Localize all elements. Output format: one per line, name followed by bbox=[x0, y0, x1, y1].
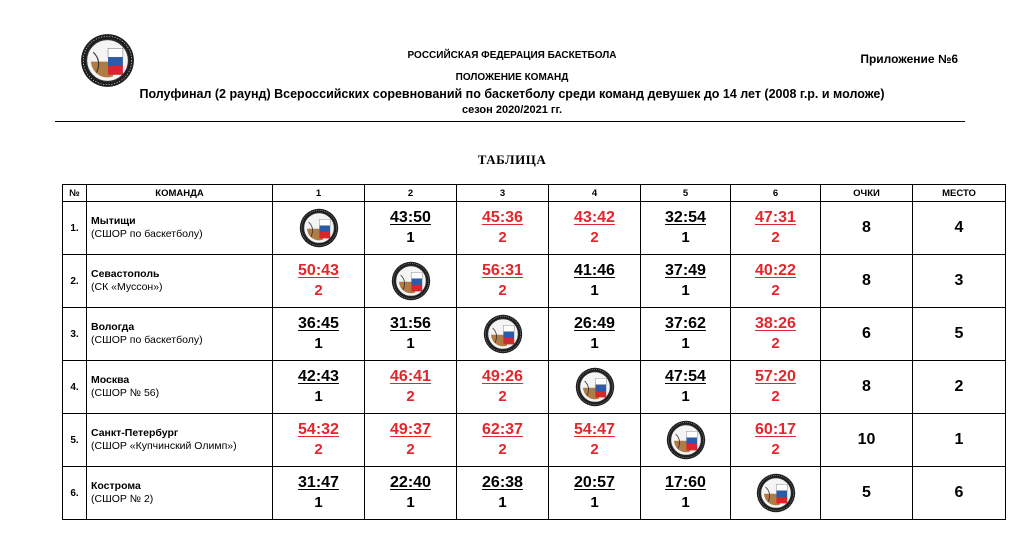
match-result-cell bbox=[641, 308, 731, 361]
match-points: 1 bbox=[681, 282, 690, 299]
match-points: 1 bbox=[406, 335, 415, 352]
match-score: 42:43 bbox=[298, 368, 339, 385]
team-cell bbox=[87, 467, 273, 520]
col-header-2: 2 bbox=[365, 185, 457, 202]
match-result-cell bbox=[273, 467, 365, 520]
match-result-cell bbox=[365, 202, 457, 255]
match-score: 40:22 bbox=[755, 262, 796, 279]
federation-name: РОССИЙСКАЯ ФЕДЕРАЦИЯ БАСКЕТБОЛА bbox=[407, 50, 617, 61]
col-header-1: 1 bbox=[273, 185, 365, 202]
match-score: 31:56 bbox=[390, 315, 431, 332]
self-match-cell bbox=[731, 467, 821, 520]
appendix-label: Приложение №6 bbox=[860, 52, 958, 66]
standings-label: ПОЛОЖЕНИЕ КОМАНД bbox=[455, 72, 569, 83]
match-points: 2 bbox=[498, 282, 507, 299]
col-header-5: 5 bbox=[641, 185, 731, 202]
match-points: 1 bbox=[590, 282, 599, 299]
team-organization: (СШОР № 56) bbox=[91, 387, 160, 399]
match-result-cell bbox=[549, 255, 641, 308]
match-score: 45:36 bbox=[482, 209, 523, 226]
table-header-row bbox=[63, 185, 1006, 202]
match-points: 2 bbox=[406, 388, 415, 405]
match-score: 20:57 bbox=[574, 474, 615, 491]
match-points: 1 bbox=[681, 335, 690, 352]
match-score: 26:38 bbox=[482, 474, 523, 491]
match-result-cell bbox=[731, 414, 821, 467]
match-score: 54:47 bbox=[574, 421, 615, 438]
match-score: 32:54 bbox=[665, 209, 706, 226]
match-score: 56:31 bbox=[482, 262, 523, 279]
match-points: 2 bbox=[771, 388, 780, 405]
col-header-num: № bbox=[63, 185, 87, 202]
match-score: 43:42 bbox=[574, 209, 615, 226]
team-cell bbox=[87, 255, 273, 308]
col-header-3: 3 bbox=[457, 185, 549, 202]
match-result-cell bbox=[641, 467, 731, 520]
match-score: 22:40 bbox=[390, 474, 431, 491]
total-points: 6 bbox=[821, 308, 913, 361]
match-score: 37:62 bbox=[665, 315, 706, 332]
match-points: 1 bbox=[590, 335, 599, 352]
match-points: 2 bbox=[498, 441, 507, 458]
total-points: 5 bbox=[821, 467, 913, 520]
match-points: 2 bbox=[314, 282, 323, 299]
row-number: 6. bbox=[63, 467, 87, 520]
match-score: 47:54 bbox=[665, 368, 706, 385]
final-place: 2 bbox=[913, 361, 1006, 414]
team-cell bbox=[87, 414, 273, 467]
match-points: 2 bbox=[498, 388, 507, 405]
header-divider bbox=[55, 121, 965, 122]
match-points: 2 bbox=[498, 229, 507, 246]
match-result-cell bbox=[273, 414, 365, 467]
match-score: 50:43 bbox=[298, 262, 339, 279]
col-header-4: 4 bbox=[549, 185, 641, 202]
col-header-6: 6 bbox=[731, 185, 821, 202]
match-score: 31:47 bbox=[298, 474, 339, 491]
event-title: Полуфинал (2 раунд) Всероссийских соревнований по баскетболу среди команд девушек до 14 лет (2008 г.р. и моложе) bbox=[139, 87, 885, 101]
match-points: 1 bbox=[406, 494, 415, 511]
match-result-cell bbox=[731, 255, 821, 308]
season-label: сезон 2020/2021 гг. bbox=[461, 104, 563, 116]
match-score: 62:37 bbox=[482, 421, 523, 438]
team-organization: (СШОР № 2) bbox=[91, 493, 154, 505]
match-result-cell bbox=[273, 255, 365, 308]
team-cell bbox=[87, 202, 273, 255]
team-name: Санкт-Петербург bbox=[91, 427, 179, 439]
team-organization: (СШОР по баскетболу) bbox=[91, 334, 203, 346]
match-score: 37:49 bbox=[665, 262, 706, 279]
federation-logo-icon bbox=[299, 208, 339, 248]
final-place: 4 bbox=[913, 202, 1006, 255]
team-name: Вологда bbox=[91, 321, 135, 333]
match-points: 1 bbox=[681, 388, 690, 405]
self-match-cell bbox=[641, 414, 731, 467]
col-header-points: ОЧКИ bbox=[821, 185, 913, 202]
match-points: 1 bbox=[314, 335, 323, 352]
match-points: 1 bbox=[314, 388, 323, 405]
match-result-cell bbox=[365, 414, 457, 467]
self-match-cell bbox=[549, 361, 641, 414]
match-score: 54:32 bbox=[298, 421, 339, 438]
match-points: 1 bbox=[498, 494, 507, 511]
team-organization: (СШОР «Купчинский Олимп») bbox=[91, 440, 237, 452]
match-result-cell bbox=[365, 361, 457, 414]
match-result-cell bbox=[273, 308, 365, 361]
total-points: 8 bbox=[821, 202, 913, 255]
match-points: 2 bbox=[771, 335, 780, 352]
match-score: 36:45 bbox=[298, 315, 339, 332]
row-number: 3. bbox=[63, 308, 87, 361]
federation-logo-icon bbox=[391, 261, 431, 301]
federation-logo-icon bbox=[575, 367, 615, 407]
match-result-cell bbox=[641, 202, 731, 255]
row-number: 5. bbox=[63, 414, 87, 467]
match-score: 17:60 bbox=[665, 474, 706, 491]
self-match-cell bbox=[457, 308, 549, 361]
match-result-cell bbox=[731, 308, 821, 361]
match-result-cell bbox=[641, 361, 731, 414]
match-score: 57:20 bbox=[755, 368, 796, 385]
match-points: 2 bbox=[590, 441, 599, 458]
team-cell bbox=[87, 308, 273, 361]
match-result-cell bbox=[549, 414, 641, 467]
match-result-cell bbox=[549, 308, 641, 361]
match-points: 2 bbox=[771, 282, 780, 299]
total-points: 10 bbox=[821, 414, 913, 467]
match-points: 1 bbox=[314, 494, 323, 511]
team-organization: (СК «Муссон») bbox=[91, 281, 163, 293]
team-name: Кострома bbox=[91, 480, 141, 492]
table-title: ТАБЛИЦА bbox=[477, 152, 547, 167]
match-points: 1 bbox=[406, 229, 415, 246]
team-organization: (СШОР по баскетболу) bbox=[91, 228, 203, 240]
total-points: 8 bbox=[821, 361, 913, 414]
team-name: Москва bbox=[91, 374, 130, 386]
team-name: Мытищи bbox=[91, 215, 136, 227]
match-points: 2 bbox=[590, 229, 599, 246]
table-row bbox=[63, 414, 1006, 467]
federation-logo-icon bbox=[483, 314, 523, 354]
match-result-cell bbox=[457, 202, 549, 255]
match-score: 43:50 bbox=[390, 209, 431, 226]
federation-logo-icon bbox=[756, 473, 796, 513]
col-header-team: КОМАНДА bbox=[87, 185, 273, 202]
match-result-cell bbox=[457, 467, 549, 520]
self-match-cell bbox=[273, 202, 365, 255]
standings-table bbox=[62, 184, 1006, 520]
match-points: 1 bbox=[681, 494, 690, 511]
team-name: Севастополь bbox=[91, 268, 160, 280]
match-result-cell bbox=[457, 255, 549, 308]
match-result-cell bbox=[549, 467, 641, 520]
match-result-cell bbox=[731, 202, 821, 255]
row-number: 2. bbox=[63, 255, 87, 308]
final-place: 3 bbox=[913, 255, 1006, 308]
row-number: 4. bbox=[63, 361, 87, 414]
total-points: 8 bbox=[821, 255, 913, 308]
table-row bbox=[63, 467, 1006, 520]
match-points: 2 bbox=[314, 441, 323, 458]
match-score: 47:31 bbox=[755, 209, 796, 226]
row-number: 1. bbox=[63, 202, 87, 255]
match-result-cell bbox=[365, 467, 457, 520]
match-score: 60:17 bbox=[755, 421, 796, 438]
match-score: 49:37 bbox=[390, 421, 431, 438]
match-points: 2 bbox=[406, 441, 415, 458]
col-header-place: МЕСТО bbox=[913, 185, 1006, 202]
federation-logo-icon bbox=[666, 420, 706, 460]
match-score: 41:46 bbox=[574, 262, 615, 279]
self-match-cell bbox=[365, 255, 457, 308]
final-place: 6 bbox=[913, 467, 1006, 520]
table-row bbox=[63, 308, 1006, 361]
match-points: 1 bbox=[681, 229, 690, 246]
match-result-cell bbox=[731, 361, 821, 414]
match-points: 1 bbox=[590, 494, 599, 511]
match-result-cell bbox=[457, 414, 549, 467]
team-cell bbox=[87, 361, 273, 414]
final-place: 5 bbox=[913, 308, 1006, 361]
match-result-cell bbox=[641, 255, 731, 308]
match-points: 2 bbox=[771, 229, 780, 246]
table-row bbox=[63, 361, 1006, 414]
final-place: 1 bbox=[913, 414, 1006, 467]
match-points: 2 bbox=[771, 441, 780, 458]
match-score: 46:41 bbox=[390, 368, 431, 385]
match-result-cell bbox=[549, 202, 641, 255]
match-score: 38:26 bbox=[755, 315, 796, 332]
table-row bbox=[63, 255, 1006, 308]
match-result-cell bbox=[273, 361, 365, 414]
table-row bbox=[63, 202, 1006, 255]
match-result-cell bbox=[365, 308, 457, 361]
match-result-cell bbox=[457, 361, 549, 414]
match-score: 26:49 bbox=[574, 315, 615, 332]
match-score: 49:26 bbox=[482, 368, 523, 385]
